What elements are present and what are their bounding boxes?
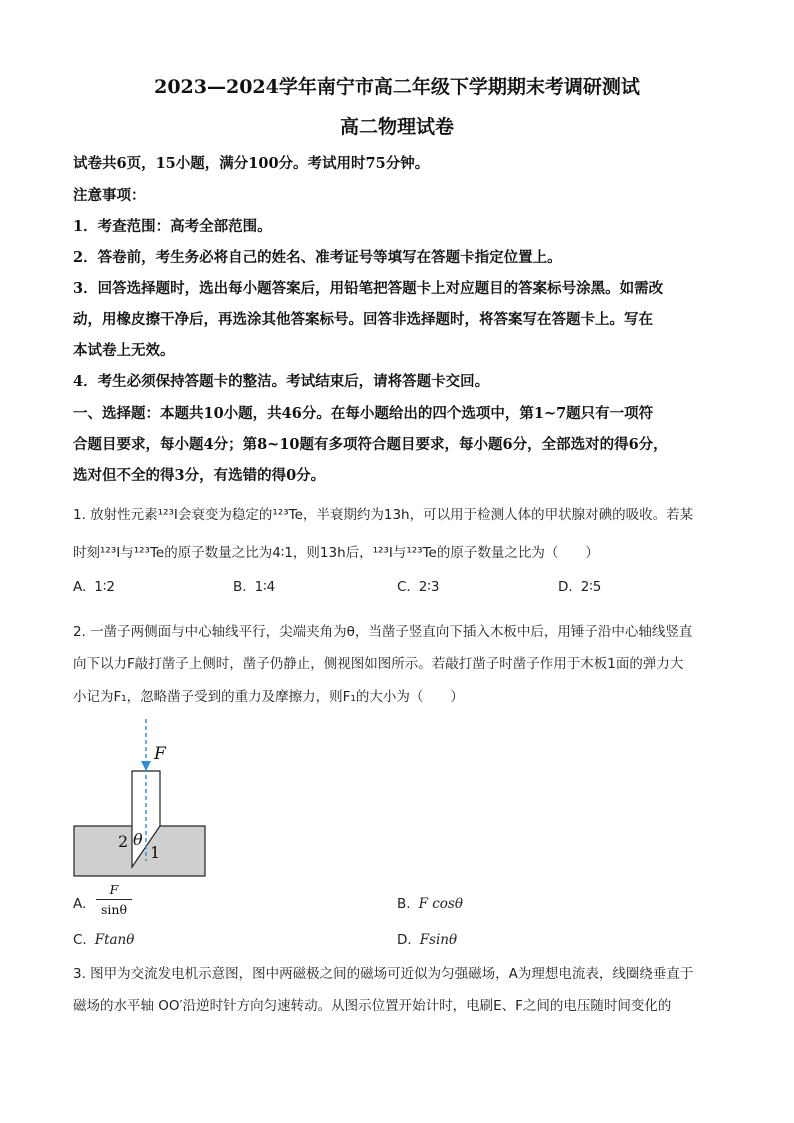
q1-option-c-text: 2∶3	[418, 579, 440, 595]
note-2: 2．答卷前，考生务必将自己的姓名、准考证号等填写在答题卡指定位置上。	[73, 249, 562, 266]
q3-stem-line-2: 磁场的水平轴 OO′沿逆时针方向匀速转动。从图示位置开始计时，电刷E、F之间的电压随时间变化的	[73, 998, 672, 1014]
q1-option-b	[233, 579, 275, 595]
q2-option-a-fraction	[96, 882, 132, 917]
q1-option-d	[558, 579, 601, 595]
q2-option-a-numerator: F	[96, 882, 132, 900]
q1-stem-line-2: 时刻¹²³I与¹²³Te的原子数量之比为4∶1，则13h后，¹²³I与¹²³Te的原子数量之比为（ ）	[73, 545, 599, 561]
q2-option-d-key: D.	[397, 932, 412, 948]
q2-option-a-denominator: sinθ	[101, 902, 127, 917]
q1-option-a-text: 1∶2	[94, 579, 115, 595]
q2-option-b-text: F cosθ	[418, 896, 463, 912]
q1-option-d-text: 2∶5	[580, 579, 602, 595]
q1-option-c	[397, 579, 439, 595]
q2-option-b-key: B.	[397, 896, 411, 912]
angle-label: θ	[133, 830, 143, 849]
exam-title: 2023—2024学年南宁市高二年级下学期期末考调研测试	[154, 76, 640, 98]
chisel-diagram	[70, 715, 215, 880]
force-label: F	[154, 744, 166, 764]
note-4: 4．考生必须保持答题卡的整洁。考试结束后，请将答题卡交回。	[73, 373, 490, 390]
force-arrowhead-icon	[141, 761, 151, 771]
q1-option-d-key: D.	[558, 579, 573, 595]
note-3-line-3: 本试卷上无效。	[73, 342, 175, 359]
q2-stem-line-3: 小记为F₁，忽略凿子受到的重力及摩擦力，则F₁的大小为（ ）	[73, 689, 464, 705]
q2-option-c-text: Ftanθ	[94, 932, 135, 948]
section-1-line-1: 一、选择题：本题共10小题，共46分。在每小题给出的四个选项中，第1~7题只有一项符	[73, 405, 654, 422]
q2-stem-line-2: 向下以力F敲打凿子上侧时，凿子仍静止，侧视图如图所示。若敲打凿子时凿子作用于木板1面的弹力大	[73, 656, 684, 672]
q2-option-d-text: Fsinθ	[419, 932, 458, 948]
q2-option-a-key: A.	[73, 896, 87, 912]
q1-option-a-key: A.	[73, 579, 87, 595]
q3-stem-line-1: 3. 图甲为交流发电机示意图，图中两磁极之间的磁场可近似为匀强磁场，A为理想电流表，线圈绕垂直于	[73, 966, 694, 982]
q1-option-b-text: 1∶4	[254, 579, 276, 595]
exam-subtitle: 高二物理试卷	[339, 116, 454, 138]
section-1-line-3: 选对但不全的得3分，有选错的得0分。	[73, 467, 326, 484]
face-2-label: 2	[118, 832, 129, 851]
face-1-label: 1	[150, 843, 161, 862]
q2-option-b	[397, 896, 463, 912]
notes-heading: 注意事项：	[73, 187, 146, 204]
q1-option-a	[73, 579, 115, 595]
q2-option-d	[397, 932, 457, 948]
exam-intro: 试卷共6页，15小题，满分100分。考试用时75分钟。	[73, 155, 430, 172]
q1-option-b-key: B.	[233, 579, 247, 595]
q2-option-c-key: C.	[73, 932, 87, 948]
note-3-line-2: 动，用橡皮擦干净后，再选涂其他答案标号。回答非选择题时，将答案写在答题卡上。写在	[73, 311, 653, 328]
note-1: 1．考查范围：高考全部范围。	[73, 218, 272, 235]
q2-option-c	[73, 932, 134, 948]
section-1-line-2: 合题目要求，每小题4分；第8~10题有多项符合题目要求，每小题6分，全部选对的得6分，	[73, 436, 668, 453]
q1-option-c-key: C.	[397, 579, 411, 595]
q2-stem-line-1: 2. 一凿子两侧面与中心轴线平行，尖端夹角为θ，当凿子竖直向下插入木板中后，用锤子沿中心轴线竖直	[73, 624, 693, 640]
q1-stem-line-1: 1. 放射性元素¹²³I会衰变为稳定的¹²³Te，半衰期约为13h，可以用于检测人体的甲状腺对碘的吸收。若某	[73, 507, 694, 523]
note-3-line-1: 3．回答选择题时，选出每小题答案后，用铅笔把答题卡上对应题目的答案标号涂黑。如需改	[73, 280, 664, 297]
